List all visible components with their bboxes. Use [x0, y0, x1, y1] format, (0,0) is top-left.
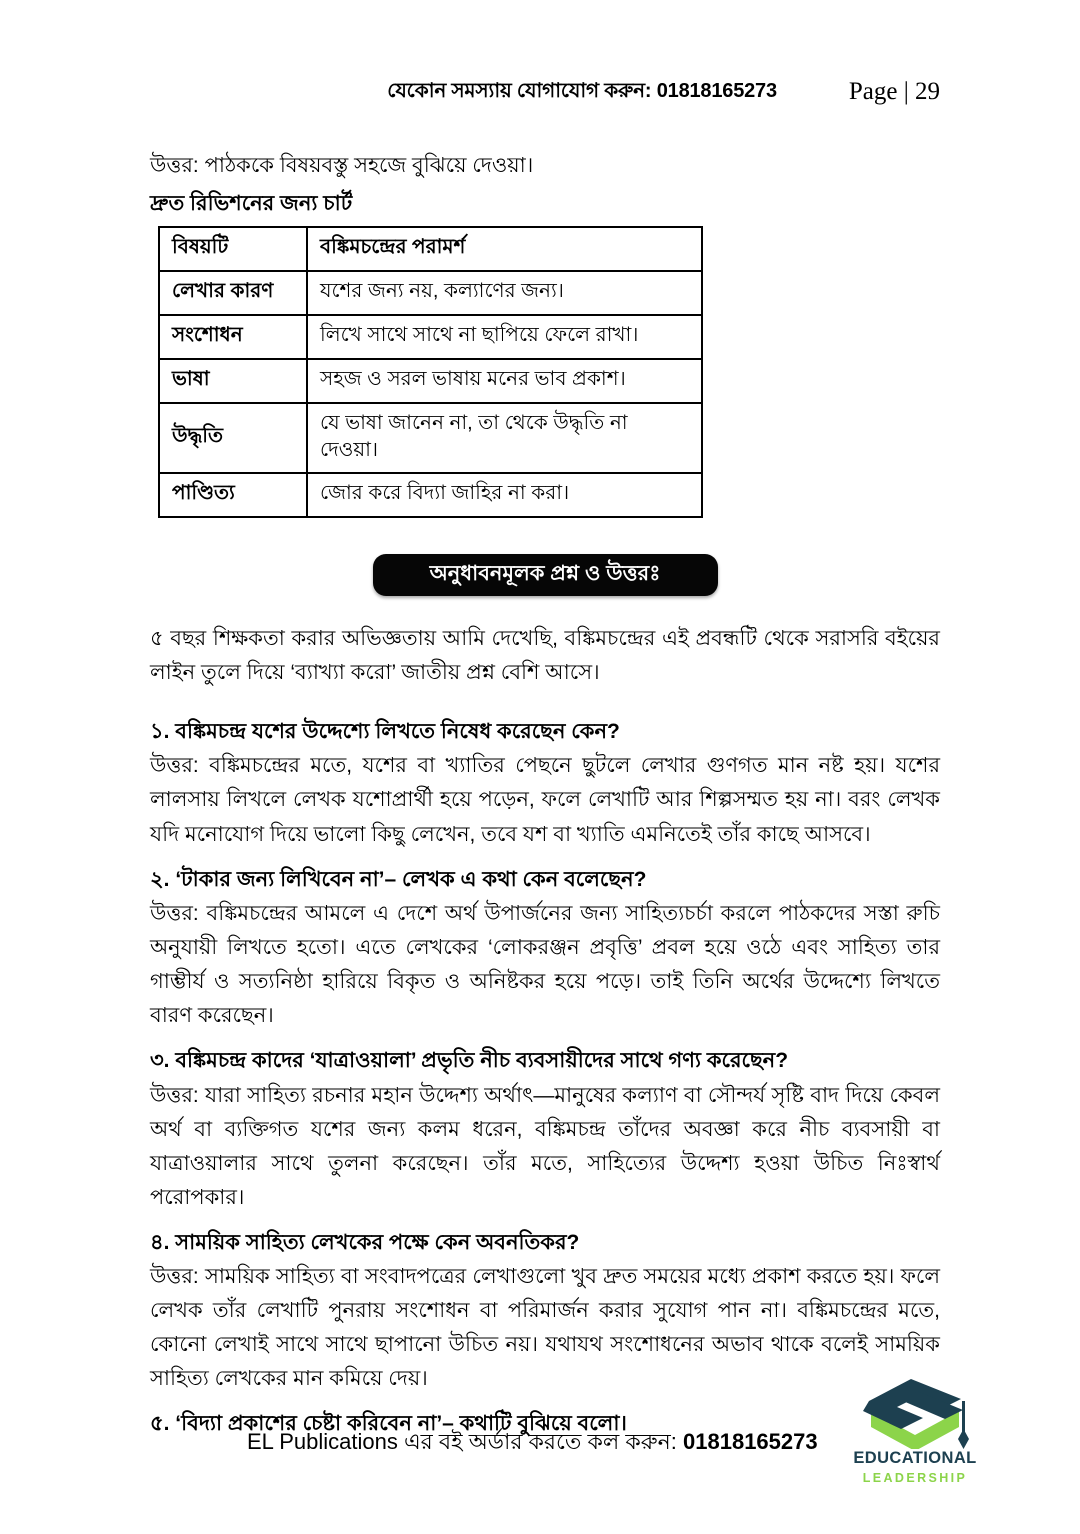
intro-paragraph: ৫ বছর শিক্ষকতা করার অভিজ্ঞতায় আমি দেখেছি, বঙ্কিমচন্দ্রের এই প্রবন্ধটি থেকে সরাসরি বইয়ের লাইন তুলে দিয়ে ‘ব্যাখ্যা করো’ জাতীয় প্রশ্ন বেশি আসে। — [150, 626, 940, 684]
question-heading: ১. বঙ্কিমচন্দ্র যশের উদ্দেশ্যে লিখতে নিষেধ করেছেন কেন? — [150, 719, 620, 743]
table-row — [159, 315, 702, 359]
revision-chart-table — [158, 226, 703, 518]
header-contact-text: যেকোন সমস্যায় যোগাযোগ করুন: 01818165273 — [387, 79, 777, 102]
footer-order-text — [247, 1425, 818, 1462]
qa-block-1 — [150, 716, 940, 852]
table-cell-value: সহজ ও সরল ভাষায় মনের ভাব প্রকাশ। — [307, 359, 702, 403]
table-header-cell-advice: বঙ্কিমচন্দ্রের পরামর্শ — [307, 227, 702, 271]
question-heading: ৫. ‘বিদ্যা প্রকাশের চেষ্টা করিবেন না’– কথাটি বুঝিয়ে বলো। — [150, 1412, 627, 1436]
table-row — [159, 271, 702, 315]
table-header-row — [159, 227, 702, 271]
qa-block-3 — [150, 1045, 940, 1215]
answer-text: উত্তর: সাময়িক সাহিত্য বা সংবাদপত্রের লেখাগুলো খুব দ্রুত সময়ের মধ্যে প্রকাশ করতে হয়। ফলে লেখক তাঁর লেখাটি পুনরায় সংশোধন বা পরিমার্জন করার সুযোগ পান না। বঙ্কিমচন্দ্রের মতে, কোনো লেখাই সাথে সাথে ছাপানো উচিত নয়। যথাযথ সংশোধনের অভাব থাকে বলেই সাময়িক সাহিত্য লেখকের মান কমিয়ে দেয়। — [150, 1265, 940, 1391]
question-heading: ২. ‘টাকার জন্য লিখিবেন না’– লেখক এ কথা কেন বলেছেন? — [150, 867, 647, 891]
page-footer — [0, 1377, 1080, 1502]
question-heading: ৪. সাময়িক সাহিত্য লেখকের পক্ষে কেন অবনতিকর? — [150, 1230, 580, 1254]
table-cell-key: ভাষা — [159, 359, 307, 403]
table-row — [159, 403, 702, 473]
table-header-cell-subject: বিষয়টি — [159, 227, 307, 271]
table-cell-value: জোর করে বিদ্যা জাহির না করা। — [307, 473, 702, 517]
table-cell-key: লেখার কারণ — [159, 271, 307, 315]
table-cell-value: যশের জন্য নয়, কল্যাণের জন্য। — [307, 271, 702, 315]
main-content — [150, 150, 940, 1442]
table-cell-key: সংশোধন — [159, 315, 307, 359]
footer-order-label: EL Publications এর বই অর্ডার করতে কল করুন: — [247, 1429, 684, 1454]
intro-answer-line: উত্তর: পাঠককে বিষয়বস্তু সহজে বুঝিয়ে দেওয়া। — [150, 154, 534, 177]
answer-text: উত্তর: বঙ্কিমচন্দ্রের মতে, যশের বা খ্যাতির পেছনে ছুটলে লেখার গুণগত মান নষ্ট হয়। যশের লালসায় লিখলে লেখক যশোপ্রার্থী হয়ে পড়েন, ফলে লেখাটি আর শিল্পসম্মত হয় না। বরং লেখক যদি মনোযোগ দিয়ে ভালো কিছু লেখেন, তবে যশ বা খ্যাতি এমনিতেই তাঁর কাছে আসবে। — [150, 754, 940, 846]
graduation-cap-icon — [845, 1377, 985, 1449]
educational-leadership-logo — [845, 1377, 985, 1497]
table-cell-key: উদ্ধৃতি — [159, 403, 307, 473]
page-number-label: Page | 29 — [848, 78, 940, 105]
qa-block-2 — [150, 864, 940, 1034]
answer-text: উত্তর: বঙ্কিমচন্দ্রের আমলে এ দেশে অর্থ উপার্জনের জন্য সাহিত্যচর্চা করলে পাঠকদের সস্তা রুচি অনুযায়ী লিখতে হতো। এতে লেখকের ‘লোকরঞ্জন প্রবৃত্তি’ প্রবল হয়ে ওঠে এবং সাহিত্য তার গাম্ভীর্য ও সত্যনিষ্ঠা হারিয়ে বিকৃত ও অনিষ্টকর হয়ে পড়ে। তাই তিনি অর্থের উদ্দেশ্যে লিখতে বারণ করেছেন। — [150, 902, 940, 1028]
section-banner: অনুধাবনমূলক প্রশ্ন ও উত্তরঃ — [373, 554, 718, 596]
revision-chart-title: দ্রুত রিভিশনের জন্য চার্ট — [150, 191, 353, 215]
page-header — [150, 72, 940, 112]
table-cell-value: যে ভাষা জানেন না, তা থেকে উদ্ধৃতি না দেওয়া। — [307, 403, 702, 473]
qa-block-4 — [150, 1227, 940, 1397]
answer-text: উত্তর: যারা সাহিত্য রচনার মহান উদ্দেশ্য অর্থাৎ—মানুষের কল্যাণ বা সৌন্দর্য সৃষ্টি বাদ দিয়ে কেবল অর্থ বা ব্যক্তিগত যশের জন্য কলম ধরেন, বঙ্কিমচন্দ্র তাঁদের অবজ্ঞা করে নীচ ব্যবসায়ী বা যাত্রাওয়ালার সাথে তুলনা করেছেন। তাঁর মতে, সাহিত্যের উদ্দেশ্য হওয়া উচিত নিঃস্বার্থ পরোপকার। — [150, 1083, 940, 1209]
table-cell-key: পাণ্ডিত্য — [159, 473, 307, 517]
table-row — [159, 359, 702, 403]
section-banner-wrapper — [150, 554, 940, 596]
table-row — [159, 473, 702, 517]
logo-name-text: EDUCATIONAL — [853, 1449, 977, 1467]
footer-phone-number: 01818165273 — [683, 1429, 818, 1454]
table-cell-value: লিখে সাথে সাথে না ছাপিয়ে ফেলে রাখা। — [307, 315, 702, 359]
question-heading: ৩. বঙ্কিমচন্দ্র কাদের ‘যাত্রাওয়ালা’ প্রভৃতি নীচ ব্যবসায়ীদের সাথে গণ্য করেছেন? — [150, 1049, 789, 1073]
logo-subtitle-text: LEADERSHIP — [862, 1471, 968, 1485]
